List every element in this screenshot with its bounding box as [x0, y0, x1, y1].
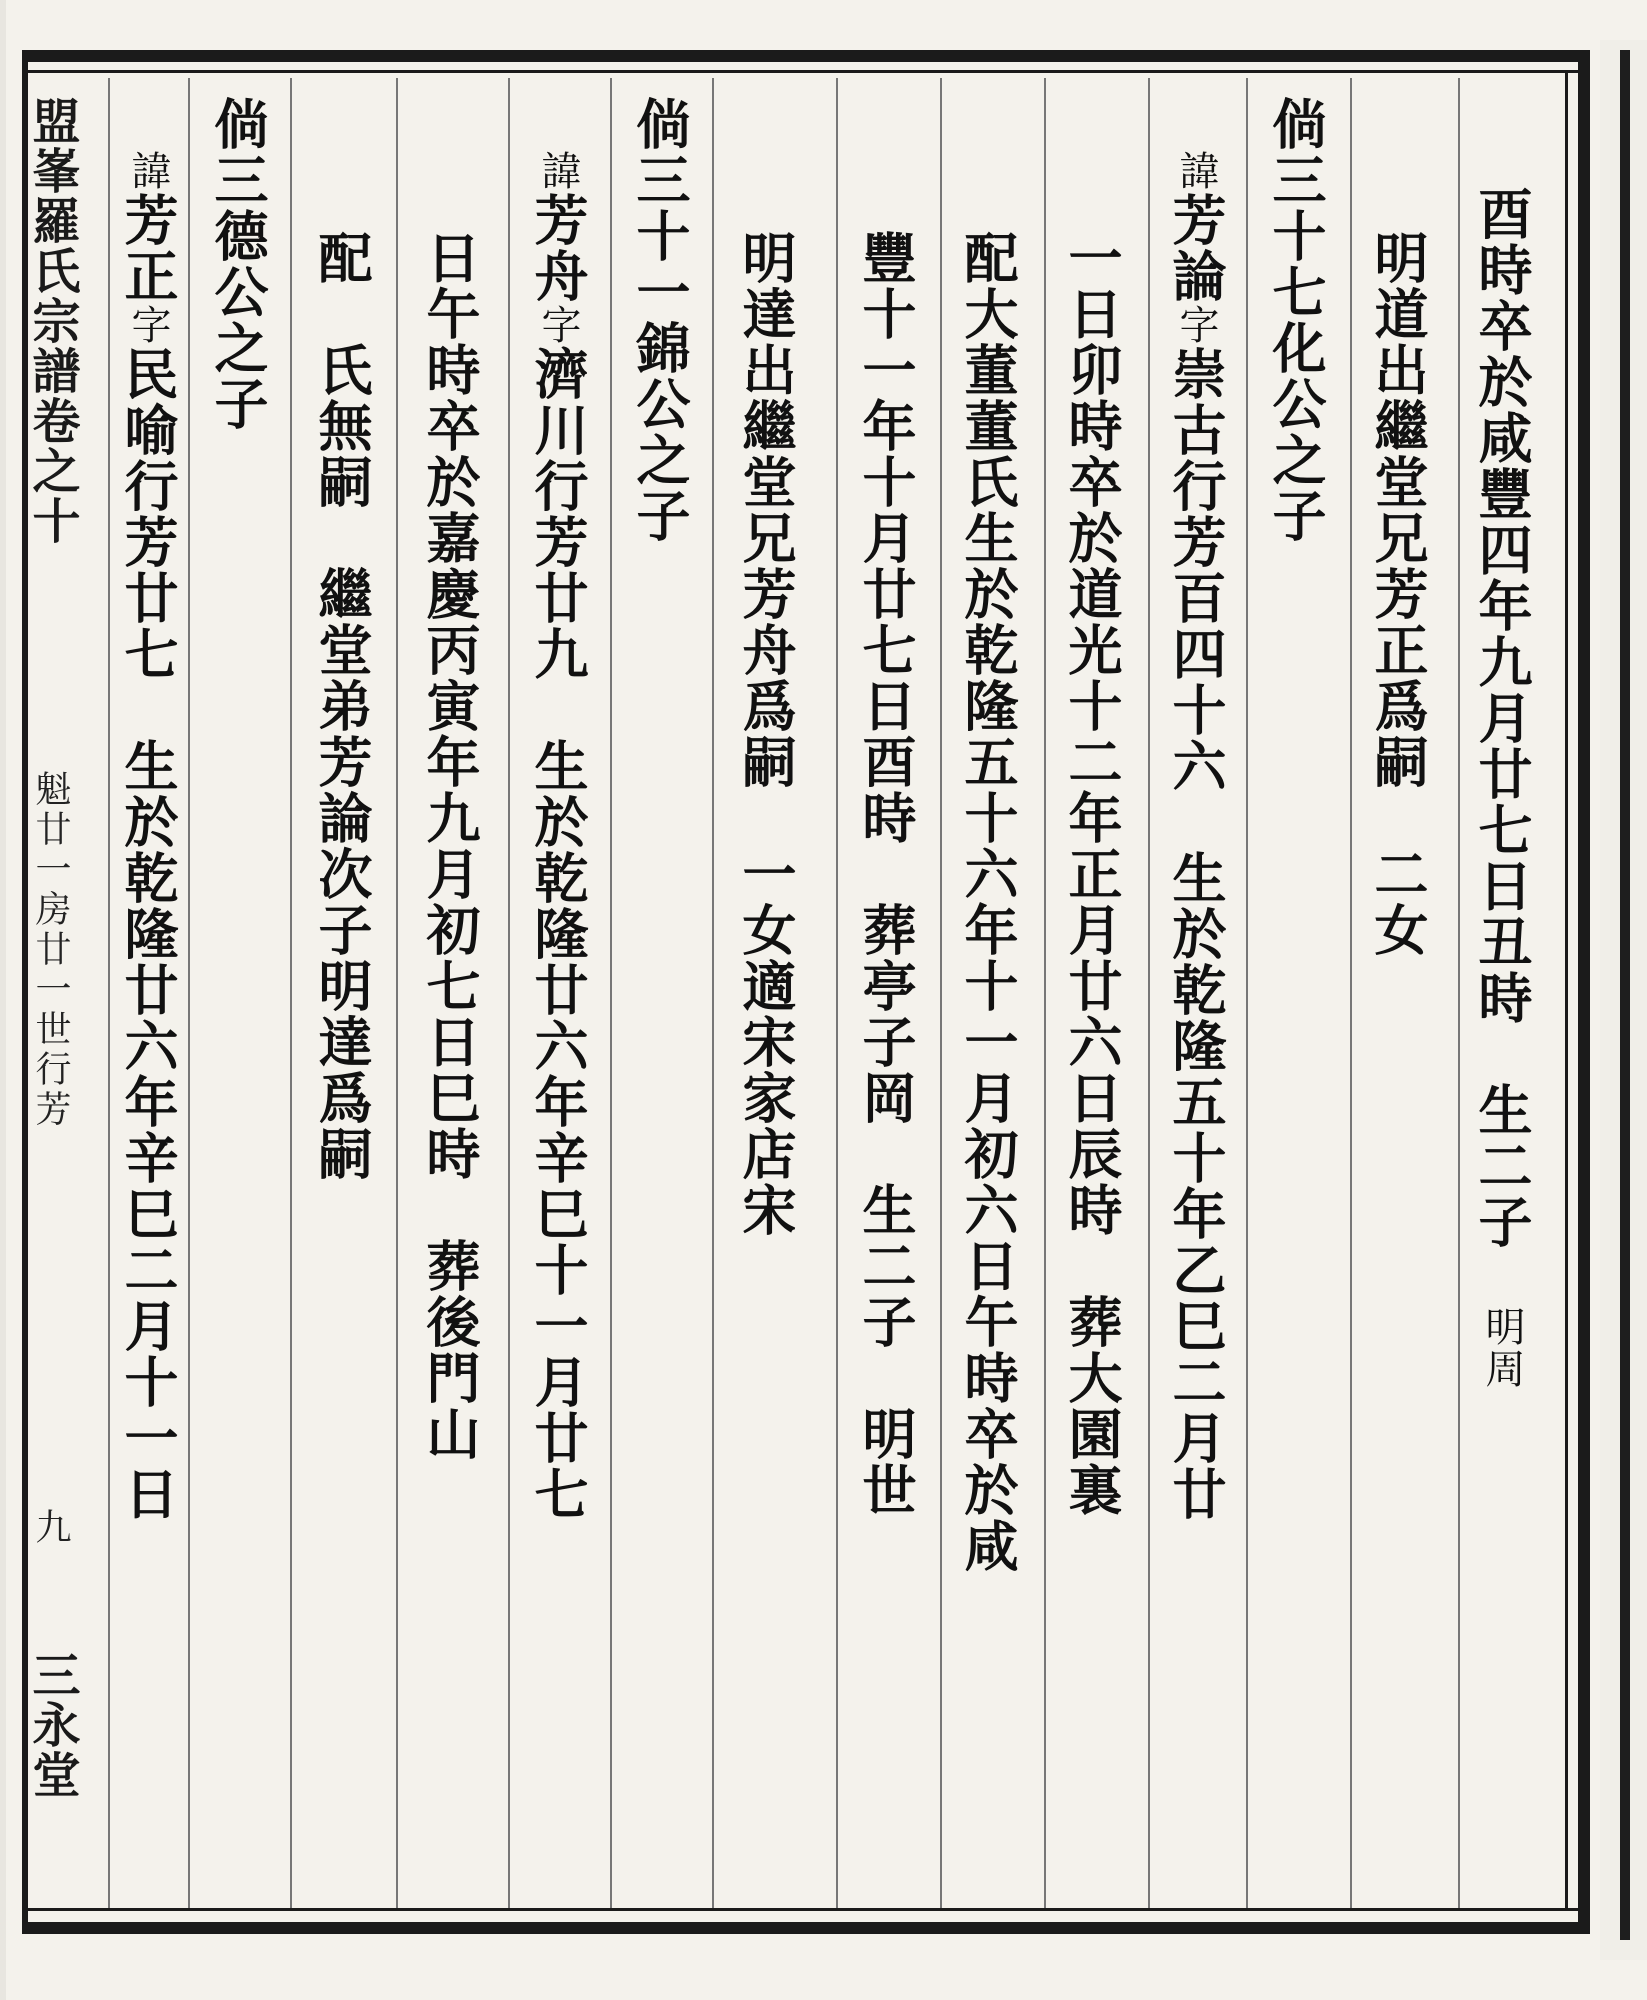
page-edge — [0, 0, 6, 2000]
column-rule — [712, 78, 714, 1908]
text-column-12 — [312, 230, 372, 1182]
column-rule — [1350, 78, 1352, 1908]
column-rule — [290, 78, 292, 1908]
book-title-text: 盟峯羅氏宗譜 — [24, 96, 80, 396]
column-rule — [508, 78, 510, 1908]
person-name: 芳舟 — [526, 192, 590, 304]
book-title — [26, 96, 78, 546]
frame-border-bottom-inner — [22, 1908, 1590, 1911]
column-7-burial: 葬亭子岡 — [854, 902, 918, 1126]
column-rule — [1044, 78, 1046, 1908]
column-5-main: 一日卯時卒於道光十二年正月廿六日辰時 — [1060, 230, 1124, 1238]
text-column-6 — [958, 230, 1018, 1574]
text-column-2 — [1368, 230, 1428, 958]
frame-border-top — [22, 50, 1590, 62]
page-number: 九 — [30, 1508, 71, 1544]
column-rule — [836, 78, 838, 1908]
column-6-main: 配大董董氏生於乾隆五十六年十一月初六日午時卒於咸 — [956, 230, 1020, 1574]
column-rule — [188, 78, 190, 1908]
column-2-daughters: 二女 — [1366, 846, 1430, 958]
frame-border-bottom — [22, 1922, 1590, 1934]
column-rule — [610, 78, 612, 1908]
taboo-name-label: 諱 — [1173, 150, 1219, 192]
column-rule — [396, 78, 398, 1908]
column-2-main: 明道出繼堂兄芳正爲嗣 — [1366, 230, 1430, 790]
spouse-text: 氏無嗣 — [310, 342, 374, 510]
volume-number: 卷之十 — [24, 396, 80, 546]
column-4-birth: 生於乾隆五十年乙巳二月廿 — [1164, 850, 1228, 1522]
taboo-name-label: 諱 — [535, 150, 581, 192]
text-column-10 — [528, 150, 588, 1522]
column-10-birth: 生於乾隆廿六年辛巳十一月廿七 — [526, 738, 590, 1522]
column-11-main: 日午時卒於嘉慶丙寅年九月初七日巳時 — [418, 230, 482, 1182]
text-column-4 — [1166, 150, 1226, 1522]
column-5-burial: 葬大園裏 — [1060, 1294, 1124, 1518]
branch-label: 魁廿一房廿一世行芳 — [30, 770, 71, 1130]
text-column-7 — [856, 230, 916, 1518]
column-4-main: 崇古行芳百四十六 — [1164, 346, 1228, 794]
hall-name: 三永堂 — [24, 1650, 80, 1800]
text-column-5 — [1062, 230, 1122, 1518]
heading-text: 倘三德公之子 — [206, 96, 270, 432]
column-rule — [108, 78, 110, 1908]
generation-heading-3 — [208, 96, 268, 432]
adoption-text: 繼堂弟芳論次子明達爲嗣 — [310, 566, 374, 1182]
person-name: 芳論 — [1164, 192, 1228, 304]
column-10-main: 濟川行芳廿九 — [526, 346, 590, 682]
column-rule — [1148, 78, 1150, 1908]
frame-border-right-inner — [1565, 70, 1568, 1910]
heading-text: 倘三十七化公之子 — [1264, 96, 1328, 544]
text-column-11 — [420, 230, 480, 1462]
column-11-burial: 葬後門山 — [418, 1238, 482, 1462]
generation-heading-1 — [1266, 96, 1326, 544]
column-8-daughter: 一女適宋家店宋 — [734, 846, 798, 1238]
column-rule — [1458, 78, 1460, 1908]
text-column-1 — [1472, 186, 1532, 1390]
frame-border-right — [1578, 50, 1590, 1934]
column-1-children: 生二子 — [1470, 1082, 1534, 1250]
heading-text: 倘三十一錦公之子 — [628, 96, 692, 544]
column-rule — [940, 78, 942, 1908]
courtesy-name-label: 字 — [1173, 304, 1219, 346]
adjacent-page-border — [1620, 50, 1630, 1940]
generation-heading-2 — [630, 96, 690, 544]
column-7-child-name: 明世 — [854, 1406, 918, 1518]
column-rule — [1246, 78, 1248, 1908]
column-7-children: 生二子 — [854, 1182, 918, 1350]
column-7-main: 豐十一年十月廿七日酉時 — [854, 230, 918, 846]
column-14-birth: 生於乾隆廿六年辛巳二月十一日 — [116, 738, 180, 1522]
column-1-children-names: 明周 — [1479, 1306, 1525, 1390]
taboo-name-label: 諱 — [125, 150, 171, 192]
text-column-14 — [118, 150, 178, 1522]
text-column-8 — [736, 230, 796, 1238]
courtesy-name-label: 字 — [535, 304, 581, 346]
courtesy-name-label: 字 — [125, 304, 171, 346]
column-14-main: 民喻行芳廿七 — [116, 346, 180, 682]
person-name: 芳正 — [116, 192, 180, 304]
column-1-main: 酉時卒於咸豐四年九月廿七日丑時 — [1470, 186, 1534, 1026]
frame-border-top-inner — [22, 70, 1590, 73]
spouse-label: 配 — [310, 230, 374, 286]
column-8-main: 明達出繼堂兄芳舟爲嗣 — [734, 230, 798, 790]
